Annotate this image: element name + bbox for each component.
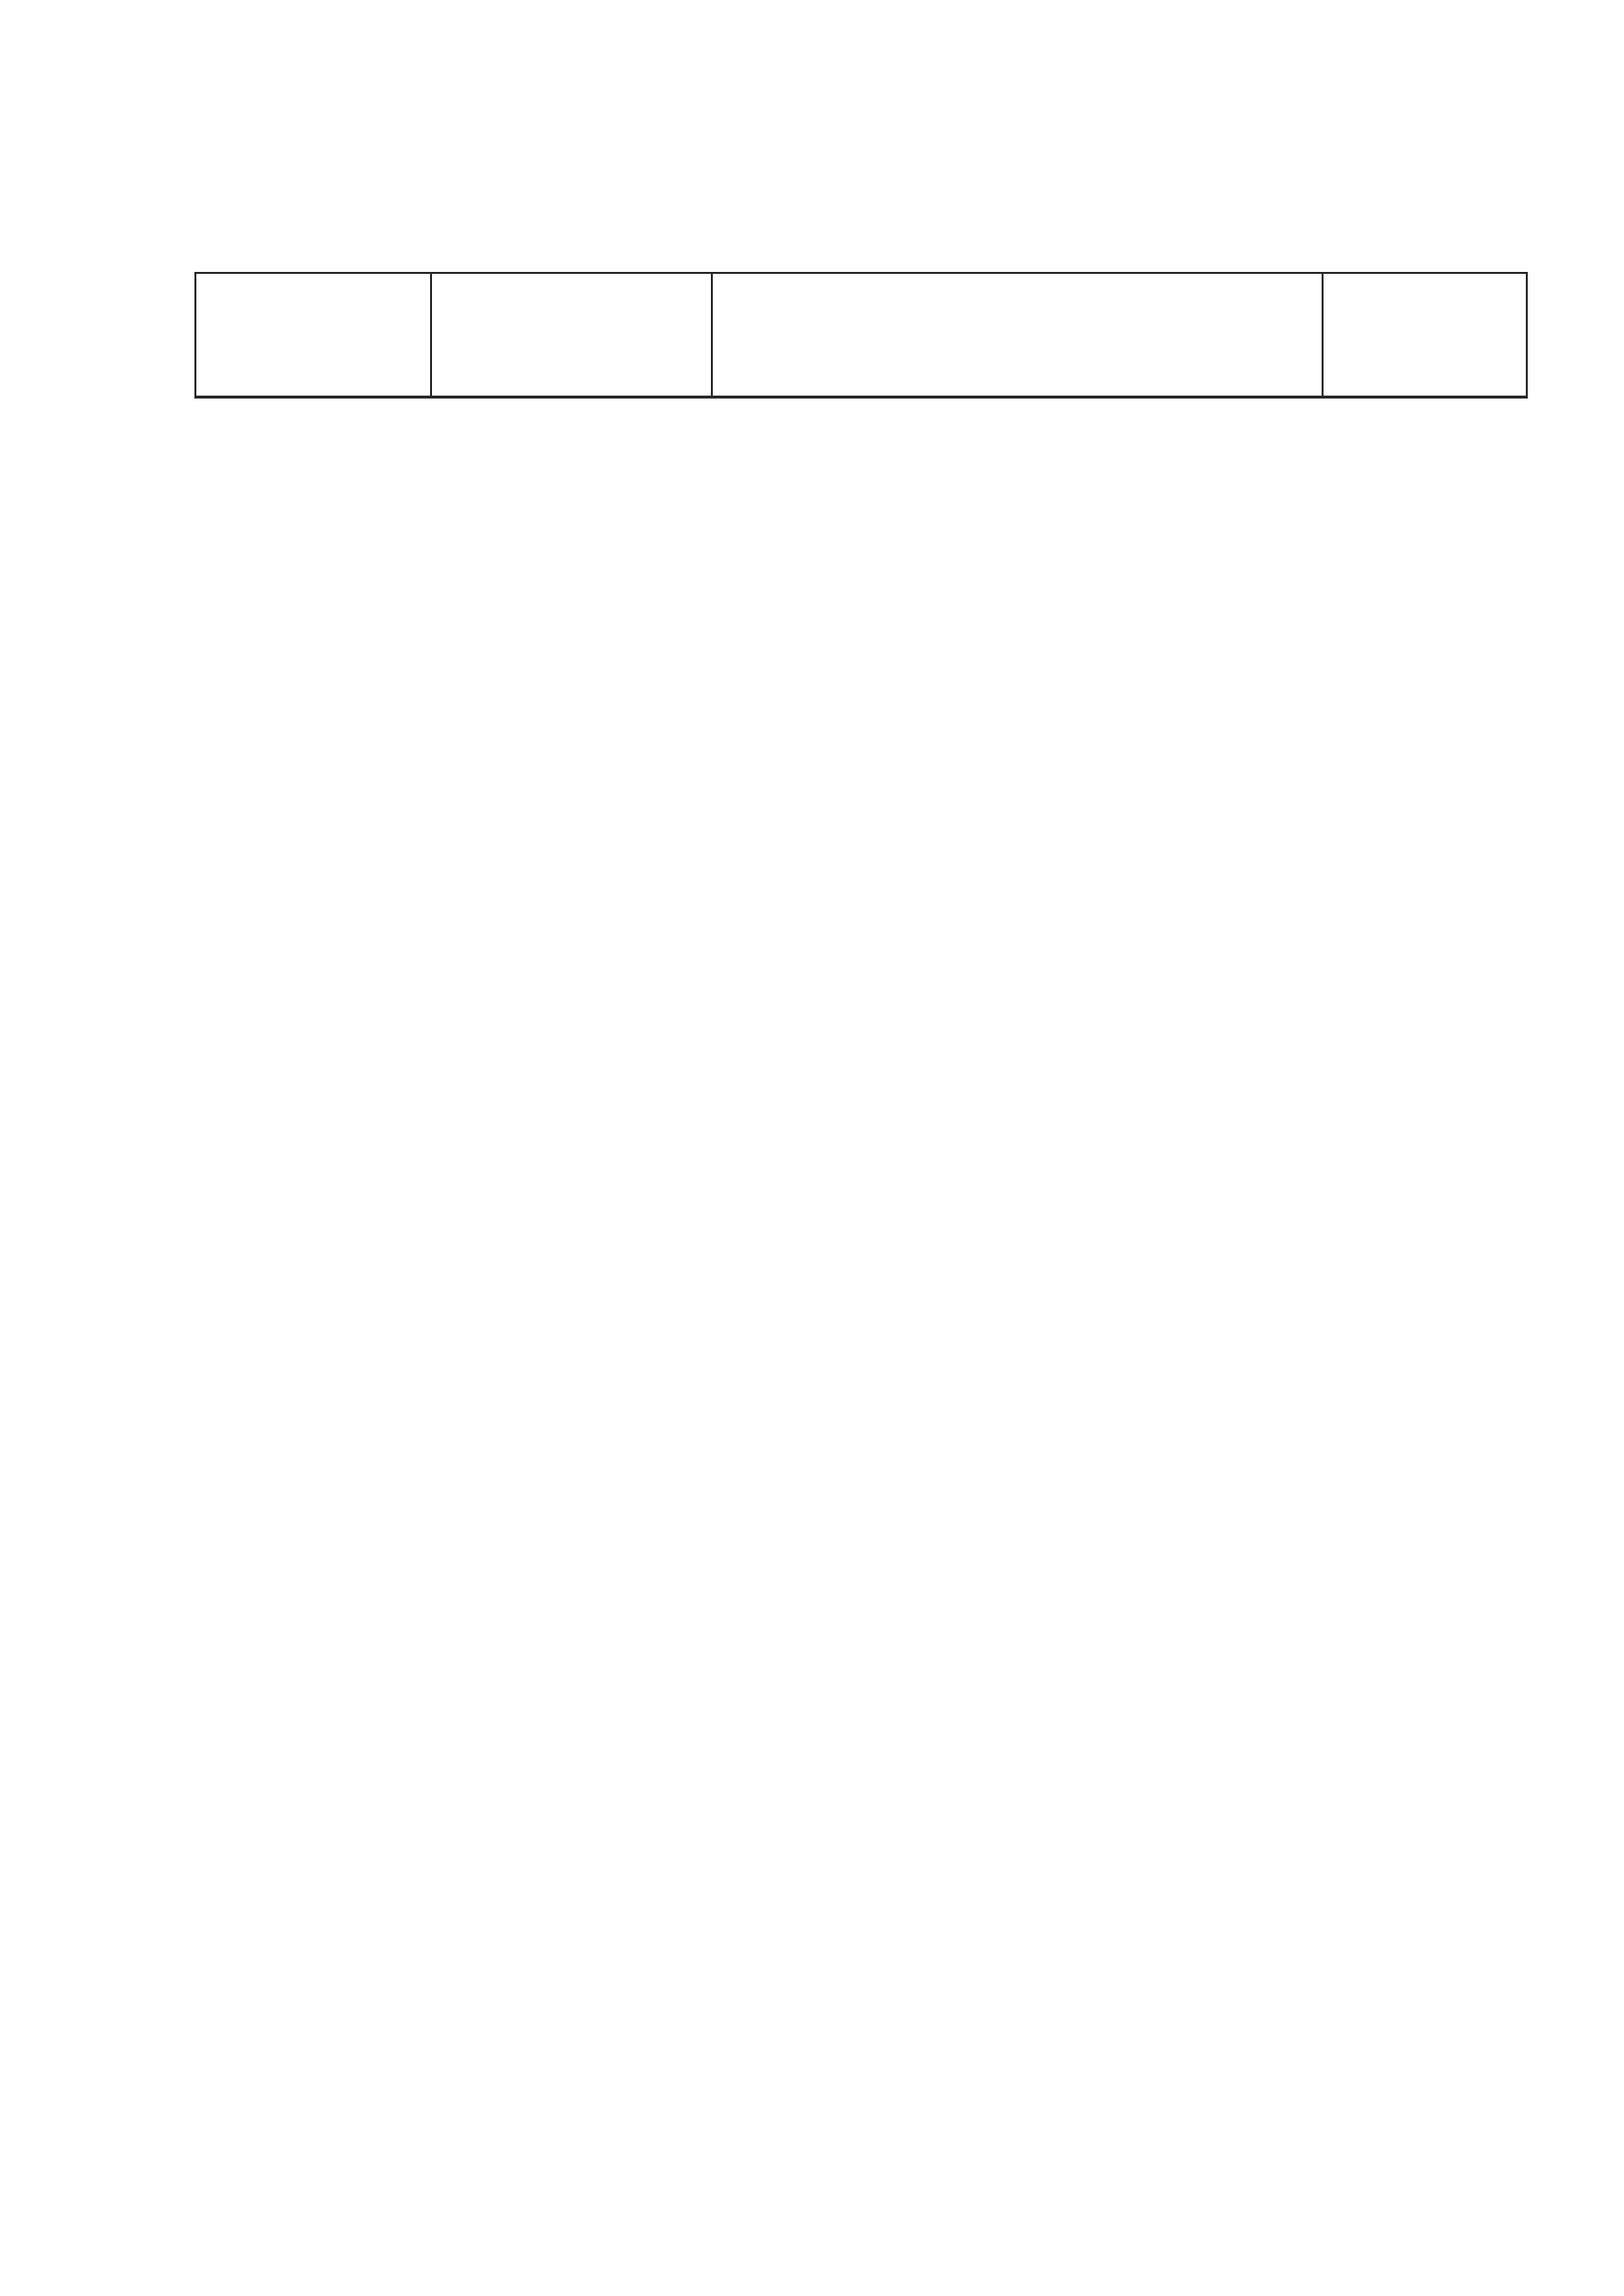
table-header-row <box>195 273 1527 398</box>
requirements-table <box>194 272 1528 399</box>
header-failure <box>431 273 712 398</box>
header-component <box>195 273 431 398</box>
header-definitions <box>1323 273 1527 398</box>
header-means <box>712 273 1323 398</box>
